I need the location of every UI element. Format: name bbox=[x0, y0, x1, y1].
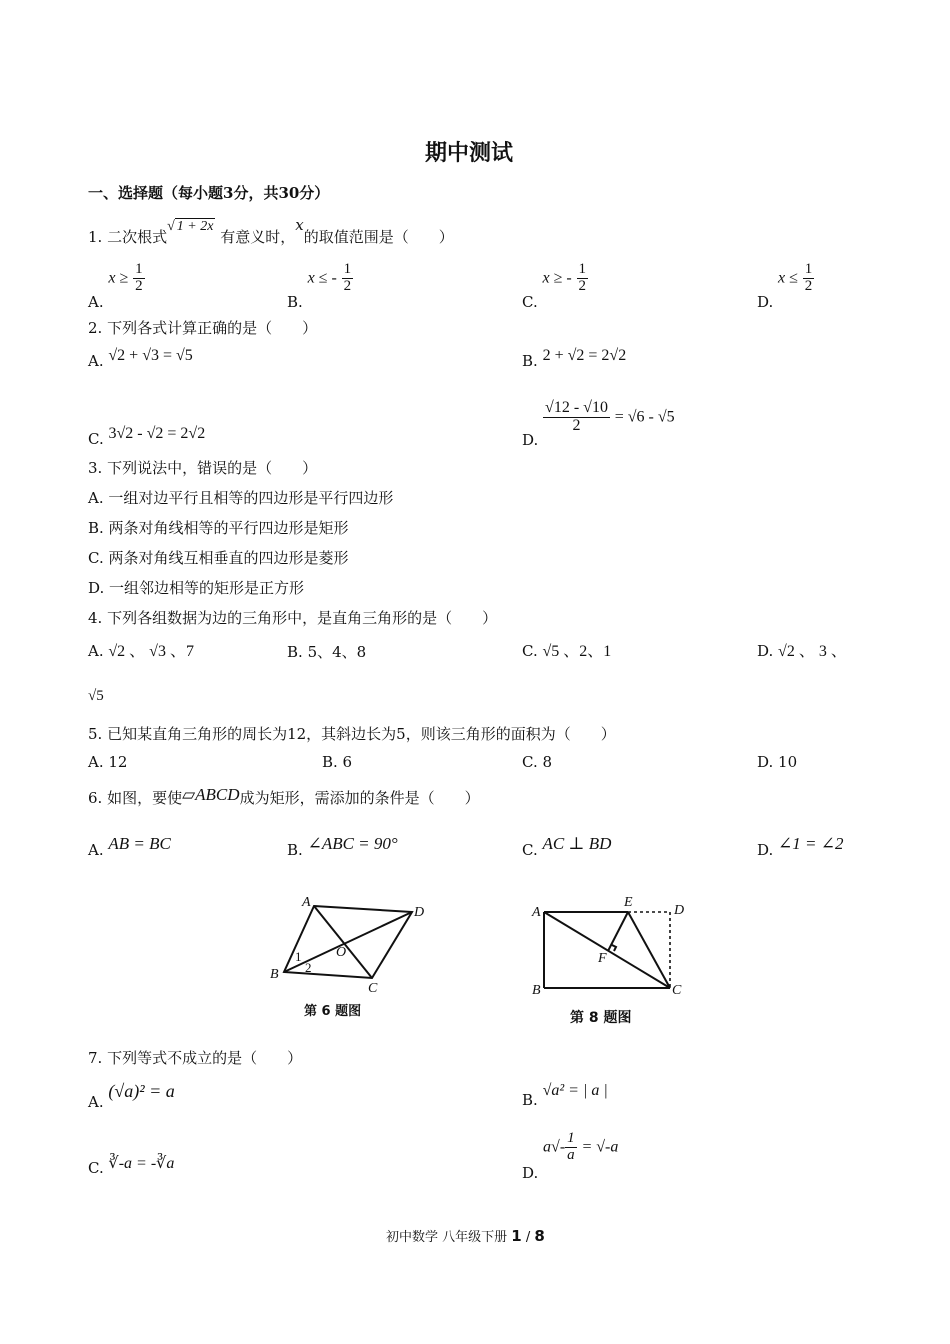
page-title: 期中测试 bbox=[425, 141, 514, 166]
fig6-angle-1: 1 bbox=[295, 949, 302, 964]
fig8-label-c: C bbox=[672, 983, 682, 998]
section-heading: 一、选择题（每小题3分，共30分） bbox=[88, 184, 330, 202]
fig6-label-b: B bbox=[270, 967, 279, 982]
question-7-stem: 7. 下列等式不成立的是（ ） bbox=[88, 1049, 303, 1067]
q4-option-c[interactable]: C. √5 、2、1 bbox=[522, 642, 612, 660]
q5-option-d[interactable]: D. 10 bbox=[757, 753, 798, 771]
q6-option-b[interactable]: B. ∠ABC = 90° bbox=[287, 834, 398, 859]
q4-option-a[interactable]: A. √2 、 √3 、7 bbox=[88, 642, 194, 660]
q2-option-d[interactable]: D. $\frac{√12 - √10}{2}$ = √6 - √5 bbox=[522, 399, 675, 450]
fig8-label-f: F bbox=[598, 951, 607, 966]
question-4-stem: 4. 下列各组数据为边的三角形中，是直角三角形的是（ ） bbox=[88, 609, 498, 627]
fig6-label-o: O bbox=[336, 945, 347, 960]
question-5-stem: 5. 已知某直角三角形的周长为12，其斜边长为5，则该三角形的面积为（ ） bbox=[88, 725, 616, 743]
q2-option-b[interactable]: B. 2 + √2 = 2√2 bbox=[522, 347, 627, 370]
fig8-label-a: A bbox=[532, 905, 541, 920]
q1-option-a[interactable]: A. x ≥ $\frac{1}{2}$ bbox=[88, 261, 143, 312]
q3-option-d[interactable]: D. 一组邻边相等的矩形是正方形 bbox=[88, 579, 305, 597]
fig6-angle-2: 2 bbox=[305, 960, 312, 975]
question-6-stem: 6. 如图，要使▱ABCD成为矩形，需添加的条件是（ ） bbox=[88, 785, 480, 807]
q7-option-d[interactable]: D. a√- $\frac{1}{a}$ = √-a bbox=[522, 1130, 619, 1183]
q6-option-d[interactable]: D. ∠1 = ∠2 bbox=[757, 834, 844, 859]
q4-option-b[interactable]: B. 5、4、8 bbox=[287, 643, 367, 661]
fig6-caption: 第 6 题图 bbox=[304, 1004, 362, 1019]
question-1-stem: 1. 二次根式√ 1 + 2x 有意义时，x的取值范围是（ ） bbox=[88, 216, 454, 246]
question-3-stem: 3. 下列说法中，错误的是（ ） bbox=[88, 459, 318, 477]
page-footer: 初中数学 八年级下册 1 / 8 bbox=[386, 1227, 545, 1245]
figure-6-parallelogram bbox=[262, 890, 432, 1030]
q6-option-a[interactable]: A. AB = BC bbox=[88, 834, 171, 859]
q7-option-a[interactable]: A. (√a)² = a bbox=[88, 1081, 175, 1111]
q3-option-b[interactable]: B. 两条对角线相等的平行四边形是矩形 bbox=[88, 519, 349, 537]
q5-option-c[interactable]: C. 8 bbox=[522, 753, 553, 771]
fig8-label-b: B bbox=[532, 983, 541, 998]
q4-option-d-continued: √5 bbox=[88, 688, 104, 704]
q4-option-d[interactable]: D. √2 、 3 、 bbox=[757, 642, 847, 660]
q7-option-b[interactable]: B. √a² = | a | bbox=[522, 1082, 608, 1109]
page-total: 8 bbox=[534, 1227, 545, 1245]
q1-option-c[interactable]: C. x ≥ - $\frac{1}{2}$ bbox=[522, 261, 586, 312]
fig8-label-e: E bbox=[624, 895, 633, 910]
question-2-stem: 2. 下列各式计算正确的是（ ） bbox=[88, 319, 318, 337]
q2-option-a[interactable]: A. √2 + √3 = √5 bbox=[88, 347, 193, 370]
figure-8-rectangle bbox=[528, 890, 698, 1030]
q3-option-a[interactable]: A. 一组对边平行且相等的四边形是平行四边形 bbox=[88, 489, 394, 507]
q6-option-c[interactable]: C. AC ⊥ BD bbox=[522, 834, 612, 859]
q5-option-a[interactable]: A. 12 bbox=[88, 753, 128, 771]
q3-option-c[interactable]: C. 两条对角线互相垂直的四边形是菱形 bbox=[88, 549, 349, 567]
fig6-label-d: D bbox=[414, 905, 425, 920]
q1-option-d[interactable]: D. x ≤ $\frac{1}{2}$ bbox=[757, 261, 813, 312]
q5-option-b[interactable]: B. 6 bbox=[322, 753, 353, 771]
fig8-caption: 第 8 题图 bbox=[570, 1010, 632, 1026]
fig6-label-a: A bbox=[302, 895, 311, 910]
fig6-label-c: C bbox=[368, 981, 378, 996]
q1-option-b[interactable]: B. x ≤ - $\frac{1}{2}$ bbox=[287, 261, 352, 312]
fig8-label-d: D bbox=[674, 903, 685, 918]
page-number: 1 bbox=[511, 1227, 522, 1245]
q7-option-c[interactable]: C. ∛-a = -∛a bbox=[88, 1155, 175, 1177]
q2-option-c[interactable]: C. 3√2 - √2 = 2√2 bbox=[88, 425, 206, 448]
